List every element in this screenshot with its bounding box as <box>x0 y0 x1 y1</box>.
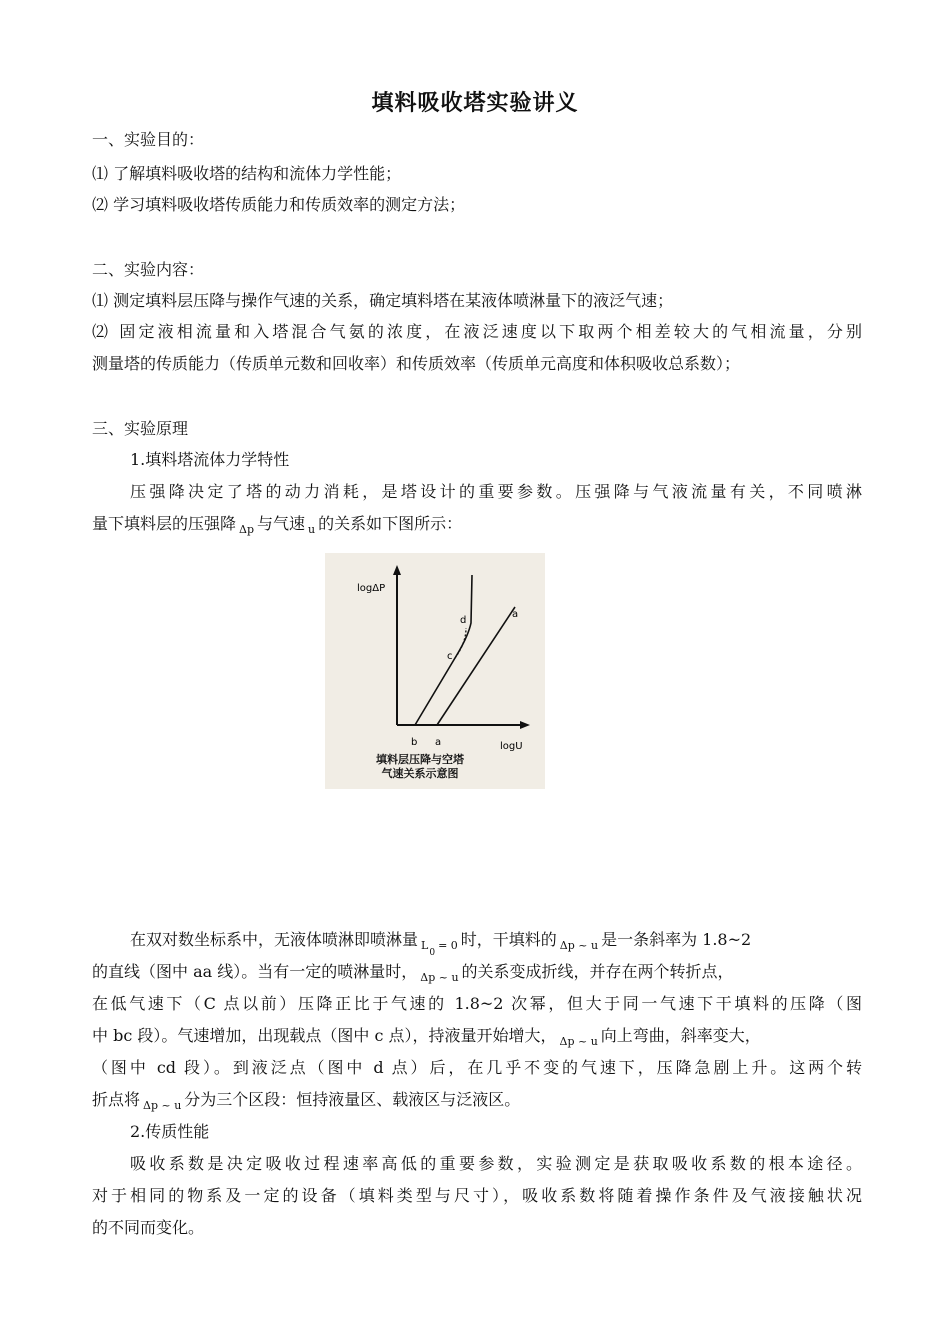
objective-item-2: ⑵ 学习填料吸收塔传质能力和传质效率的测定方法； <box>92 195 466 214</box>
content-item-2-line-2: 测量塔的传质能力（传质单元数和回收率）和传质效率（传质单元高度和体积吸收总系数）； <box>92 354 741 373</box>
y-axis-label: logΔP <box>357 583 386 594</box>
subscript-0: 0 <box>429 948 436 958</box>
symbol-dp-u: Δp ~ u <box>143 1099 182 1112</box>
section-heading-principle: 三、实验原理 <box>92 419 189 438</box>
text-span: 折点将 <box>92 1090 141 1109</box>
content-item-2-line-1: ⑵ 固定液相流量和入塔混合气氨的浓度，在液泛速度以下取两个相差较大的气相流量，分别 <box>92 322 862 341</box>
point-d-label: d <box>460 615 467 626</box>
symbol-dp-u: Δp ~ u <box>559 939 599 952</box>
figure-caption-line-1: 填料层压降与空塔 <box>376 753 464 766</box>
paragraph-2-line-1 <box>130 930 862 958</box>
paragraph-2-line-6 <box>92 1090 862 1112</box>
x-axis-arrow <box>520 721 530 729</box>
symbol-dp-u: Δp ~ u <box>420 971 459 984</box>
paragraph-2-line-5: （图中 cd 段）。到液泛点（图中 d 点）后，在几乎不变的气速下，压降急剧上升。这两个转 <box>92 1058 862 1077</box>
pressure-drop-figure <box>325 553 545 789</box>
point-a-bottom-label: a <box>435 737 442 748</box>
dry-packing-line-aa <box>437 607 515 725</box>
text-span: 时，干填料的 <box>460 930 557 949</box>
wet-packing-line-bcd <box>415 575 472 725</box>
paragraph-2-line-3: 在低气速下（C 点以前）压降正比于气速的 1.8~2 次幂，但大于同一气速下干填料的压降（图 <box>92 994 862 1013</box>
symbol-delta-p: Δp <box>239 523 255 536</box>
text-span: 的关系变成折线，并存在两个转折点， <box>461 962 734 981</box>
subheading-mass-transfer: 2.传质性能 <box>130 1122 210 1141</box>
text-span: 的直线（图中 aa 线）。当有一定的喷淋量时， <box>92 962 418 981</box>
x-axis-label: logU <box>500 741 523 752</box>
text-span: 量下填料层的压强降 <box>92 514 237 533</box>
y-axis-arrow <box>393 565 401 575</box>
symbol-dp-u: Δp ~ u <box>559 1035 598 1048</box>
text-span: 的关系如下图所示： <box>318 514 463 533</box>
content-item-1: ⑴ 测定填料层压降与操作气速的关系，确定填料塔在某液体喷淋量下的液泛气速； <box>92 291 674 310</box>
figure-caption-line-2: 气速关系示意图 <box>381 767 459 780</box>
paragraph-3-line-1: 吸收系数是决定吸收过程速率高低的重要参数，实验测定是获取吸收系数的根本途径。 <box>130 1154 862 1173</box>
paragraph-2-line-4 <box>92 1026 862 1048</box>
section-heading-content: 二、实验内容： <box>92 260 205 279</box>
paragraph-1-line-1: 压强降决定了塔的动力消耗，是塔设计的重要参数。压强降与气液流量有关，不同喷淋 <box>130 482 862 501</box>
symbol-L: L <box>421 939 429 952</box>
paragraph-1-line-2 <box>92 514 862 536</box>
paragraph-3-line-3: 的不同而变化。 <box>92 1218 205 1237</box>
symbol-u: u <box>308 523 316 536</box>
objective-item-1: ⑴ 了解填料吸收塔的结构和流体力学性能； <box>92 164 402 183</box>
subheading-hydrodynamics: 1.填料塔流体力学特性 <box>130 450 290 469</box>
point-c-label: c <box>447 651 453 662</box>
text-span: 中 bc 段）。气速增加，出现载点（图中 c 点），持液量开始增大， <box>92 1026 557 1045</box>
section-heading-objectives: 一、实验目的： <box>92 130 205 149</box>
text-span: 分为三个区段：恒持液量区、载液区与泛液区。 <box>184 1090 521 1109</box>
point-b-label: b <box>411 737 418 748</box>
text-span: 与气速 <box>257 514 306 533</box>
text-span: 是一条斜率为 1.8~2 <box>601 930 752 949</box>
paragraph-2-line-2 <box>92 962 862 984</box>
document-title: 填料吸收塔实验讲义 <box>371 90 579 116</box>
text-span: 在双对数坐标系中，无液体喷淋即喷淋量 <box>130 930 419 949</box>
symbol-equals-zero: = 0 <box>438 939 458 952</box>
point-a-top-label: a <box>512 609 519 620</box>
paragraph-3-line-2: 对于相同的物系及一定的设备（填料类型与尺寸），吸收系数将随着操作条件及气液接触状况 <box>92 1186 862 1205</box>
text-span: 向上弯曲，斜率变大， <box>600 1026 761 1045</box>
